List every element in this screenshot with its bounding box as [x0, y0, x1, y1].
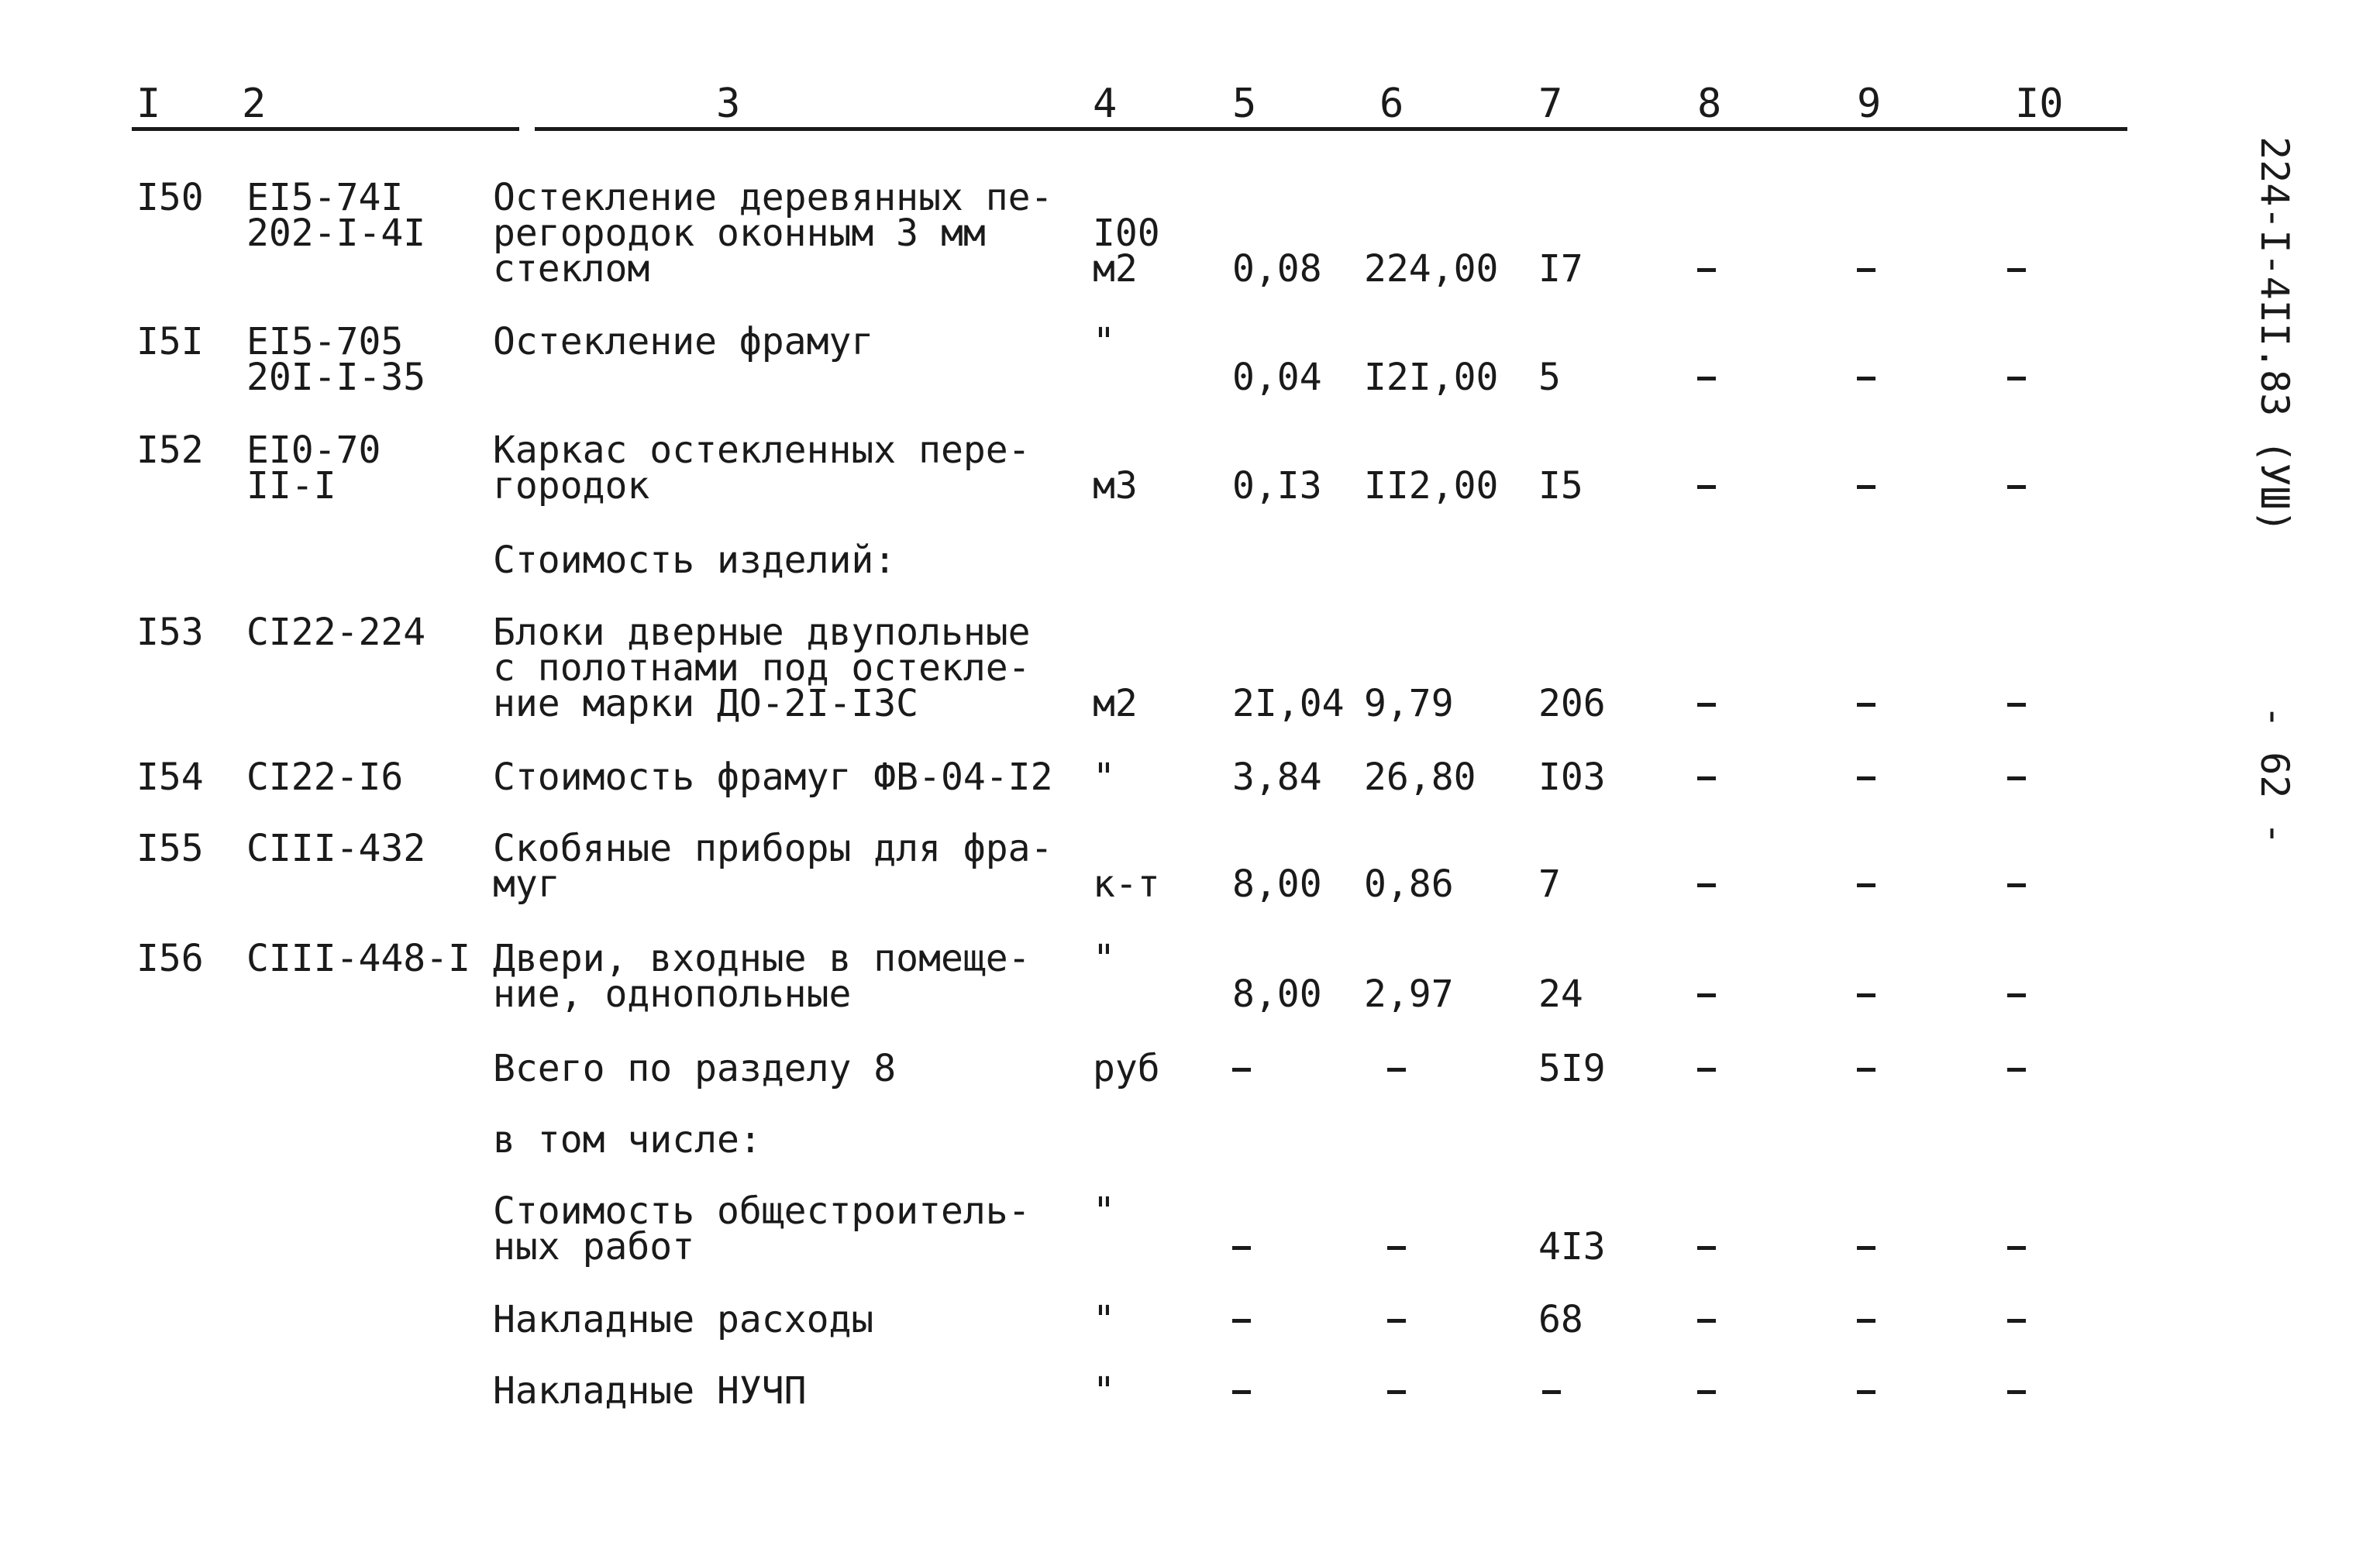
reference-code: CIII-448-I — [246, 937, 470, 980]
price-dash — [1387, 1390, 1406, 1394]
empty-cell-dash — [1857, 993, 1875, 997]
column-header-10: I0 — [2015, 81, 2064, 127]
empty-cell-dash — [2007, 1390, 2026, 1394]
qty-value: 8,00 — [1232, 972, 1322, 1016]
item-description: регородок оконным 3 мм — [493, 212, 986, 255]
empty-cell-dash — [2007, 883, 2026, 887]
item-description: Двери, входные в помеще- — [493, 937, 1031, 980]
price-value: II2,00 — [1364, 464, 1499, 508]
total-value: 4I3 — [1538, 1225, 1606, 1269]
reference-code: EI5-705 — [246, 320, 404, 363]
unit: " — [1093, 756, 1115, 799]
item-description: Стоимость общестроитель- — [493, 1189, 1031, 1233]
item-description: Стоимость фрамуг ФВ-04-I2 — [493, 756, 1053, 799]
qty-dash — [1232, 1246, 1251, 1250]
qty-value: 3,84 — [1232, 756, 1322, 799]
column-header-2: 2 — [242, 81, 267, 127]
reference-code: CI22-224 — [246, 611, 426, 654]
empty-cell-dash — [1857, 776, 1875, 780]
row-number: I50 — [136, 176, 204, 219]
empty-cell-dash — [1857, 377, 1875, 380]
item-description: стеклом — [493, 247, 650, 291]
row-number: I53 — [136, 611, 204, 654]
unit: руб — [1093, 1047, 1160, 1090]
price-dash — [1387, 1068, 1406, 1072]
price-dash — [1387, 1319, 1406, 1323]
total-value: 206 — [1538, 682, 1606, 725]
item-description: Остекление фрамуг — [493, 320, 874, 363]
qty-dash — [1232, 1068, 1251, 1072]
row-number: I55 — [136, 827, 204, 870]
price-value: 9,79 — [1364, 682, 1454, 725]
qty-value: 2I,04 — [1232, 682, 1345, 725]
total-value: I7 — [1538, 247, 1583, 291]
item-description: ние, однопольные — [493, 972, 852, 1016]
qty-value: 0,04 — [1232, 356, 1322, 399]
qty-dash — [1232, 1319, 1251, 1323]
document-code: 224-I-4II.83 (УШ) — [2252, 136, 2297, 533]
column-header-5: 5 — [1232, 81, 1257, 127]
reference-code: 20I-I-35 — [246, 356, 426, 399]
unit: " — [1093, 1369, 1115, 1413]
empty-cell-dash — [1697, 993, 1716, 997]
empty-cell-dash — [1857, 1319, 1875, 1323]
total-value: 24 — [1538, 972, 1583, 1016]
empty-cell-dash — [1697, 1390, 1716, 1394]
total-value: I5 — [1538, 464, 1583, 508]
item-description: Накладные расходы — [493, 1298, 874, 1341]
empty-cell-dash — [1857, 485, 1875, 489]
empty-cell-dash — [2007, 268, 2026, 272]
unit: м2 — [1093, 247, 1138, 291]
unit: " — [1093, 937, 1115, 980]
empty-cell-dash — [2007, 1068, 2026, 1072]
header-underline — [132, 127, 519, 131]
item-description: с полотнами под остекле- — [493, 646, 1031, 690]
item-description: ных работ — [493, 1225, 695, 1269]
row-number: I54 — [136, 756, 204, 799]
column-header-9: 9 — [1857, 81, 1882, 127]
header-underline — [535, 127, 2127, 131]
item-description: в том числе: — [493, 1118, 762, 1162]
price-value: 2,97 — [1364, 972, 1454, 1016]
empty-cell-dash — [2007, 776, 2026, 780]
empty-cell-dash — [2007, 485, 2026, 489]
item-description: Скобяные приборы для фра- — [493, 827, 1053, 870]
reference-code: CIII-432 — [246, 827, 426, 870]
qty-value: 8,00 — [1232, 862, 1322, 906]
empty-cell-dash — [1857, 703, 1875, 707]
empty-cell-dash — [2007, 1319, 2026, 1323]
unit: м2 — [1093, 682, 1138, 725]
unit: м3 — [1093, 464, 1138, 508]
qty-value: 0,I3 — [1232, 464, 1322, 508]
price-value: I2I,00 — [1364, 356, 1499, 399]
page-number: - 62 - — [2252, 705, 2297, 845]
empty-cell-dash — [2007, 703, 2026, 707]
price-value: 26,80 — [1364, 756, 1476, 799]
price-value: 224,00 — [1364, 247, 1499, 291]
column-header-8: 8 — [1697, 81, 1722, 127]
item-description: городок — [493, 464, 650, 508]
qty-dash — [1232, 1390, 1251, 1394]
total-value: 5I9 — [1538, 1047, 1606, 1090]
row-number: I52 — [136, 429, 204, 472]
empty-cell-dash — [2007, 993, 2026, 997]
empty-cell-dash — [1697, 485, 1716, 489]
column-header-3: 3 — [716, 81, 741, 127]
item-description: Каркас остекленных пере- — [493, 429, 1031, 472]
empty-cell-dash — [1697, 883, 1716, 887]
item-description: ние марки ДО-2I-I3С — [493, 682, 919, 725]
empty-cell-dash — [1857, 1246, 1875, 1250]
empty-cell-dash — [1697, 268, 1716, 272]
row-number: I56 — [136, 937, 204, 980]
total-value: I03 — [1538, 756, 1606, 799]
column-header-4: 4 — [1093, 81, 1118, 127]
item-description: Блоки дверные двупольные — [493, 611, 1031, 654]
empty-cell-dash — [2007, 377, 2026, 380]
reference-code: II-I — [246, 464, 336, 508]
unit: к-т — [1093, 862, 1160, 906]
unit: I00 — [1093, 212, 1160, 255]
unit: " — [1093, 1189, 1115, 1233]
reference-code: EI0-70 — [246, 429, 381, 472]
item-description: Всего по разделу 8 — [493, 1047, 897, 1090]
empty-cell-dash — [1697, 1246, 1716, 1250]
total-value: 7 — [1538, 862, 1561, 906]
total-dash — [1542, 1390, 1561, 1394]
unit: " — [1093, 1298, 1115, 1341]
unit: " — [1093, 320, 1115, 363]
empty-cell-dash — [1857, 1068, 1875, 1072]
price-value: 0,86 — [1364, 862, 1454, 906]
column-header-6: 6 — [1379, 81, 1404, 127]
reference-code: 202-I-4I — [246, 212, 426, 255]
total-value: 5 — [1538, 356, 1561, 399]
empty-cell-dash — [1857, 1390, 1875, 1394]
empty-cell-dash — [1697, 1319, 1716, 1323]
row-number: I5I — [136, 320, 204, 363]
column-header-7: 7 — [1538, 81, 1563, 127]
item-description: Стоимость изделий: — [493, 539, 897, 582]
reference-code: EI5-74I — [246, 176, 404, 219]
qty-value: 0,08 — [1232, 247, 1322, 291]
empty-cell-dash — [1857, 268, 1875, 272]
empty-cell-dash — [1697, 776, 1716, 780]
empty-cell-dash — [2007, 1246, 2026, 1250]
item-description: Накладные НУЧП — [493, 1369, 807, 1413]
empty-cell-dash — [1857, 883, 1875, 887]
item-description: Остекление деревянных пе- — [493, 176, 1053, 219]
empty-cell-dash — [1697, 377, 1716, 380]
price-dash — [1387, 1246, 1406, 1250]
total-value: 68 — [1538, 1298, 1583, 1341]
empty-cell-dash — [1697, 703, 1716, 707]
empty-cell-dash — [1697, 1068, 1716, 1072]
column-header-1: I — [136, 81, 161, 127]
reference-code: CI22-I6 — [246, 756, 404, 799]
item-description: муг — [493, 862, 560, 906]
